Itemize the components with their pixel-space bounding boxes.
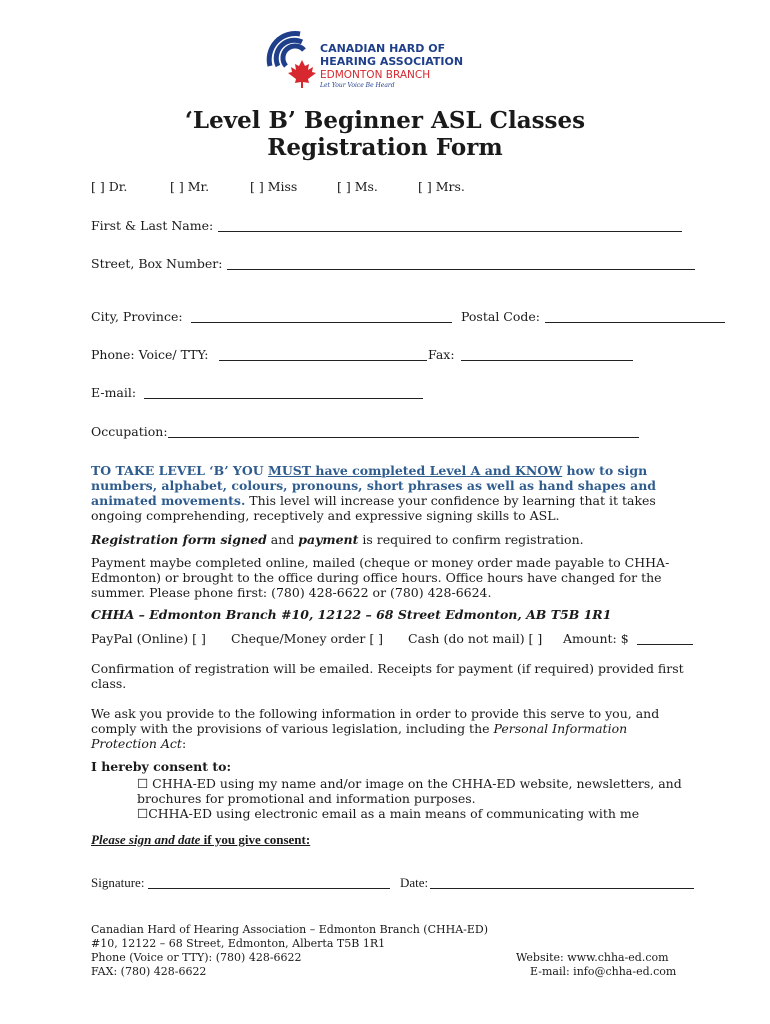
registration-note	[91, 532, 584, 547]
amount-label: Amount: $	[563, 631, 629, 646]
salutation-mrs[interactable]: [ ] Mrs.	[418, 179, 465, 194]
form-title-line-2: Registration Form	[267, 134, 503, 161]
payment-text: Payment maybe completed online, mailed (cheque or money order made payable to CHHA-Edmonton) or brought to the office during office hours. Office hours have changed for the summer. Please phone first: (780) 428-6622 or (780) 428-6624.	[91, 555, 670, 600]
consent-heading: I hereby consent to:	[91, 759, 232, 774]
requirement-confidence: This level will increase your confidence by learning that it takes ongoing comprehending, receptively and expressive signing skills to ASL.	[91, 493, 656, 523]
requirement-lead: TO TAKE LEVEL ‘B’ YOU	[91, 463, 268, 478]
privacy-colon: :	[181, 736, 187, 751]
fax-field[interactable]	[461, 349, 633, 361]
signature-field[interactable]	[148, 876, 390, 889]
privacy-act: Personal Information Protection Act	[91, 721, 628, 751]
logo-tagline: Let Your Voice Be Heard	[320, 82, 395, 89]
date-field[interactable]	[430, 876, 694, 889]
consent-checkbox-media[interactable]: ☐ CHHA-ED using my name and/or image on the CHHA-ED website, newsletters, and	[137, 776, 682, 791]
logo-line-1: CANADIAN HARD OF	[320, 42, 446, 55]
phone-field[interactable]	[219, 349, 427, 361]
registration-note-and: and	[266, 532, 299, 547]
date-label: Date:	[400, 875, 429, 890]
consent-checkbox-email[interactable]: ☐CHHA-ED using electronic email as a main means of communicating with me	[137, 806, 640, 821]
registration-note-form: Registration form signed	[91, 532, 267, 547]
footer-address: #10, 12122 – 68 Street, Edmonton, Alberta T5B 1R1	[91, 937, 386, 950]
mailing-address: CHHA – Edmonton Branch #10, 12122 – 68 Street Edmonton, AB T5B 1R1	[91, 607, 612, 622]
postal-field[interactable]	[545, 311, 725, 323]
confirmation-text: Confirmation of registration will be emailed. Receipts for payment (if required) provided first class.	[91, 661, 684, 691]
consent-media-continued: brochures for promotional and information purposes.	[137, 791, 476, 806]
logo-line-2: HEARING ASSOCIATION	[320, 55, 464, 68]
salutation-mr[interactable]: [ ] Mr.	[170, 179, 210, 194]
requirement-emphasis: MUST have completed Level A and KNOW	[267, 463, 563, 478]
sign-instruction	[91, 832, 310, 848]
salutation-ms[interactable]: [ ] Ms.	[337, 179, 378, 194]
footer-phone: Phone (Voice or TTY): (780) 428-6622	[91, 951, 302, 964]
paypal-option[interactable]: PayPal (Online) [ ]	[91, 631, 206, 646]
logo-line-3: EDMONTON BRANCH	[320, 69, 431, 81]
privacy-intro: We ask you provide to the following information in order to provide this serve to you, and comply with the provisions of various legislation, including the	[91, 706, 660, 736]
phone-label: Phone: Voice/ TTY:	[91, 347, 209, 362]
footer-website[interactable]: Website: www.chha-ed.com	[516, 951, 669, 964]
registration-note-payment: payment	[298, 532, 359, 547]
logo	[262, 26, 472, 96]
form-title-line-1: ‘Level B’ Beginner ASL Classes	[184, 107, 586, 134]
occupation-label: Occupation:	[91, 424, 168, 439]
sign-instruction-rest: if you give consent:	[200, 832, 311, 847]
city-label: City, Province:	[91, 309, 183, 324]
privacy-text	[91, 706, 691, 751]
footer-fax: FAX: (780) 428-6622	[91, 965, 207, 978]
postal-label: Postal Code:	[461, 309, 540, 324]
email-field[interactable]	[144, 387, 423, 399]
footer-email[interactable]: E-mail: info@chha-ed.com	[530, 965, 677, 978]
requirement-skills: how to sign numbers, alphabet, colours, pronouns, short phrases as well as hand shapes and animated movements.	[91, 463, 657, 508]
name-field[interactable]	[218, 220, 682, 232]
salutation-miss[interactable]: [ ] Miss	[250, 179, 298, 194]
level-requirement-text	[91, 463, 691, 523]
occupation-field[interactable]	[168, 426, 639, 438]
city-field[interactable]	[191, 311, 452, 323]
cheque-option[interactable]: Cheque/Money order [ ]	[231, 631, 384, 646]
street-field[interactable]	[227, 258, 695, 270]
ear-maple-leaf-icon	[262, 26, 322, 90]
email-label: E-mail:	[91, 385, 137, 400]
salutation-dr[interactable]: [ ] Dr.	[91, 179, 128, 194]
street-label: Street, Box Number:	[91, 256, 223, 271]
sign-instruction-lead: Please sign and date	[91, 832, 201, 847]
signature-label: Signature:	[91, 875, 145, 890]
registration-note-rest: is required to confirm registration.	[358, 532, 584, 547]
footer-org: Canadian Hard of Hearing Association – Edmonton Branch (CHHA-ED)	[91, 923, 488, 936]
cash-option[interactable]: Cash (do not mail) [ ]	[408, 631, 543, 646]
fax-label: Fax:	[428, 347, 455, 362]
amount-field[interactable]	[637, 634, 693, 645]
name-label: First & Last Name:	[91, 218, 214, 233]
